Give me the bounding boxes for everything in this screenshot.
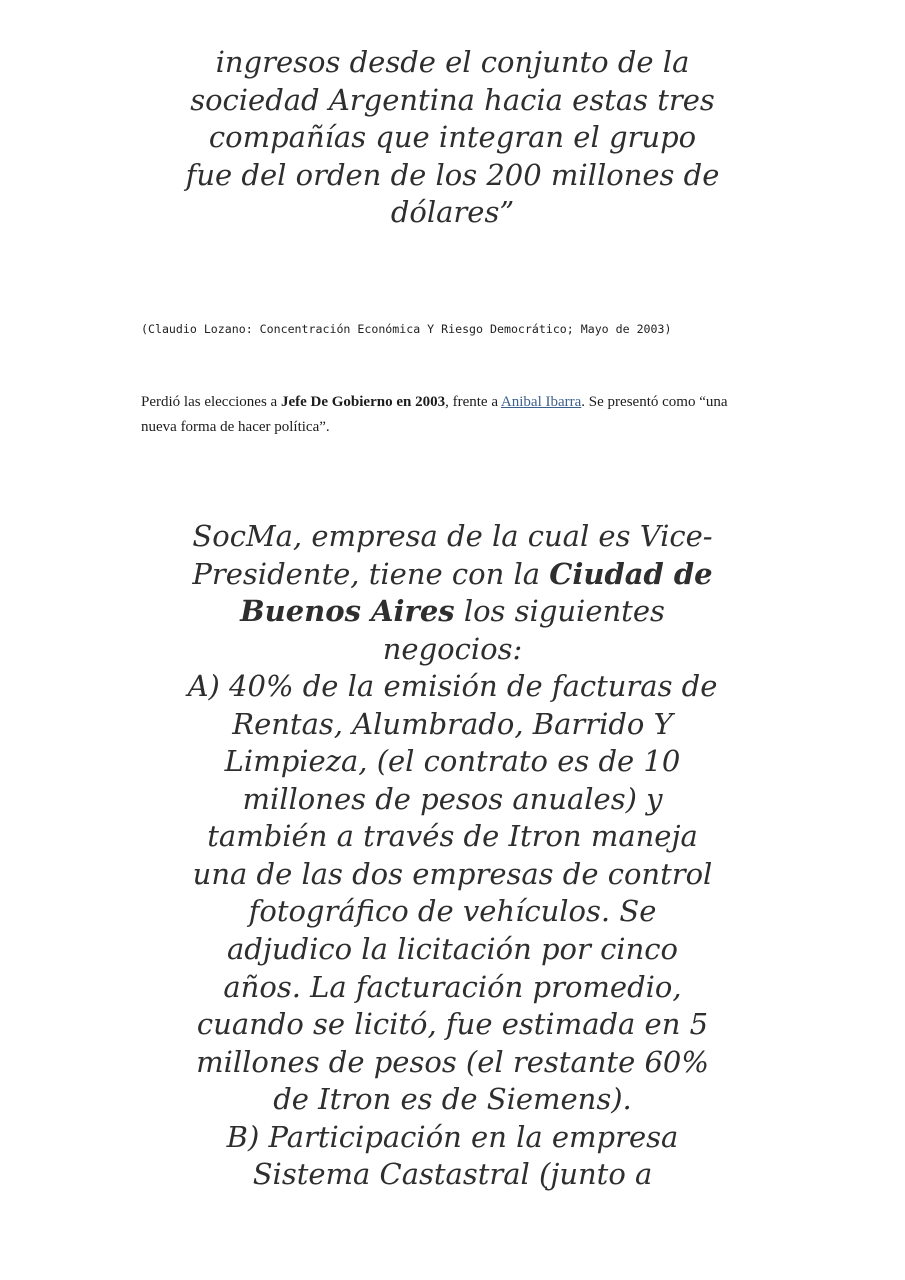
paragraph-text-2: , frente a — [445, 394, 501, 410]
quote-item-b: B) Participación en la empresa Sistema Castastral (junto a — [226, 1119, 679, 1192]
pull-quote-top-text: ingresos desde el conjunto de la sociedad Argentina hacia estas tres compañías que integran el grupo fue del orden de los 200 millones de dólares” — [185, 45, 720, 230]
citation-text: (Claudio Lozano: Concentración Económica Y Riesgo Democrático; Mayo de 2003) — [141, 322, 672, 336]
quote-intro-end: los siguientes negocios: — [382, 594, 665, 666]
citation — [141, 321, 781, 337]
paragraph-bold-text: Jefe De Gobierno en 2003 — [280, 394, 446, 410]
quote-intro-bold: Ciudad de Buenos Aires — [240, 556, 713, 629]
quote-intro-text: SocMa, empresa de la cual es Vice-Presidente, tiene con la — [192, 519, 713, 591]
quote-item-a: A) 40% de la emisión de facturas de Rentas, Alumbrado, Barrido Y Limpieza, (el contrato es de 10 millones de pesos anuales) y también a través de Itron maneja una de las dos empresas de control fotográfico de vehículos. Se adjudico la licitación por cinco años. La facturación promedio, cuando se licitó, fue estimada en 5 millones de pesos (el restante 60% de Itron es de Siemens). — [187, 669, 718, 1117]
quote-intro — [185, 518, 720, 668]
paragraph-text-1: Perdió las elecciones a — [141, 394, 281, 410]
pull-quote-bottom — [185, 518, 720, 1194]
pull-quote-top — [185, 44, 720, 232]
paragraph-text-3: . Se presentó como “una nueva forma de hacer política”. — [141, 394, 728, 435]
anibal-ibarra-link[interactable]: Anibal Ibarra — [500, 394, 582, 410]
body-paragraph — [141, 390, 761, 440]
